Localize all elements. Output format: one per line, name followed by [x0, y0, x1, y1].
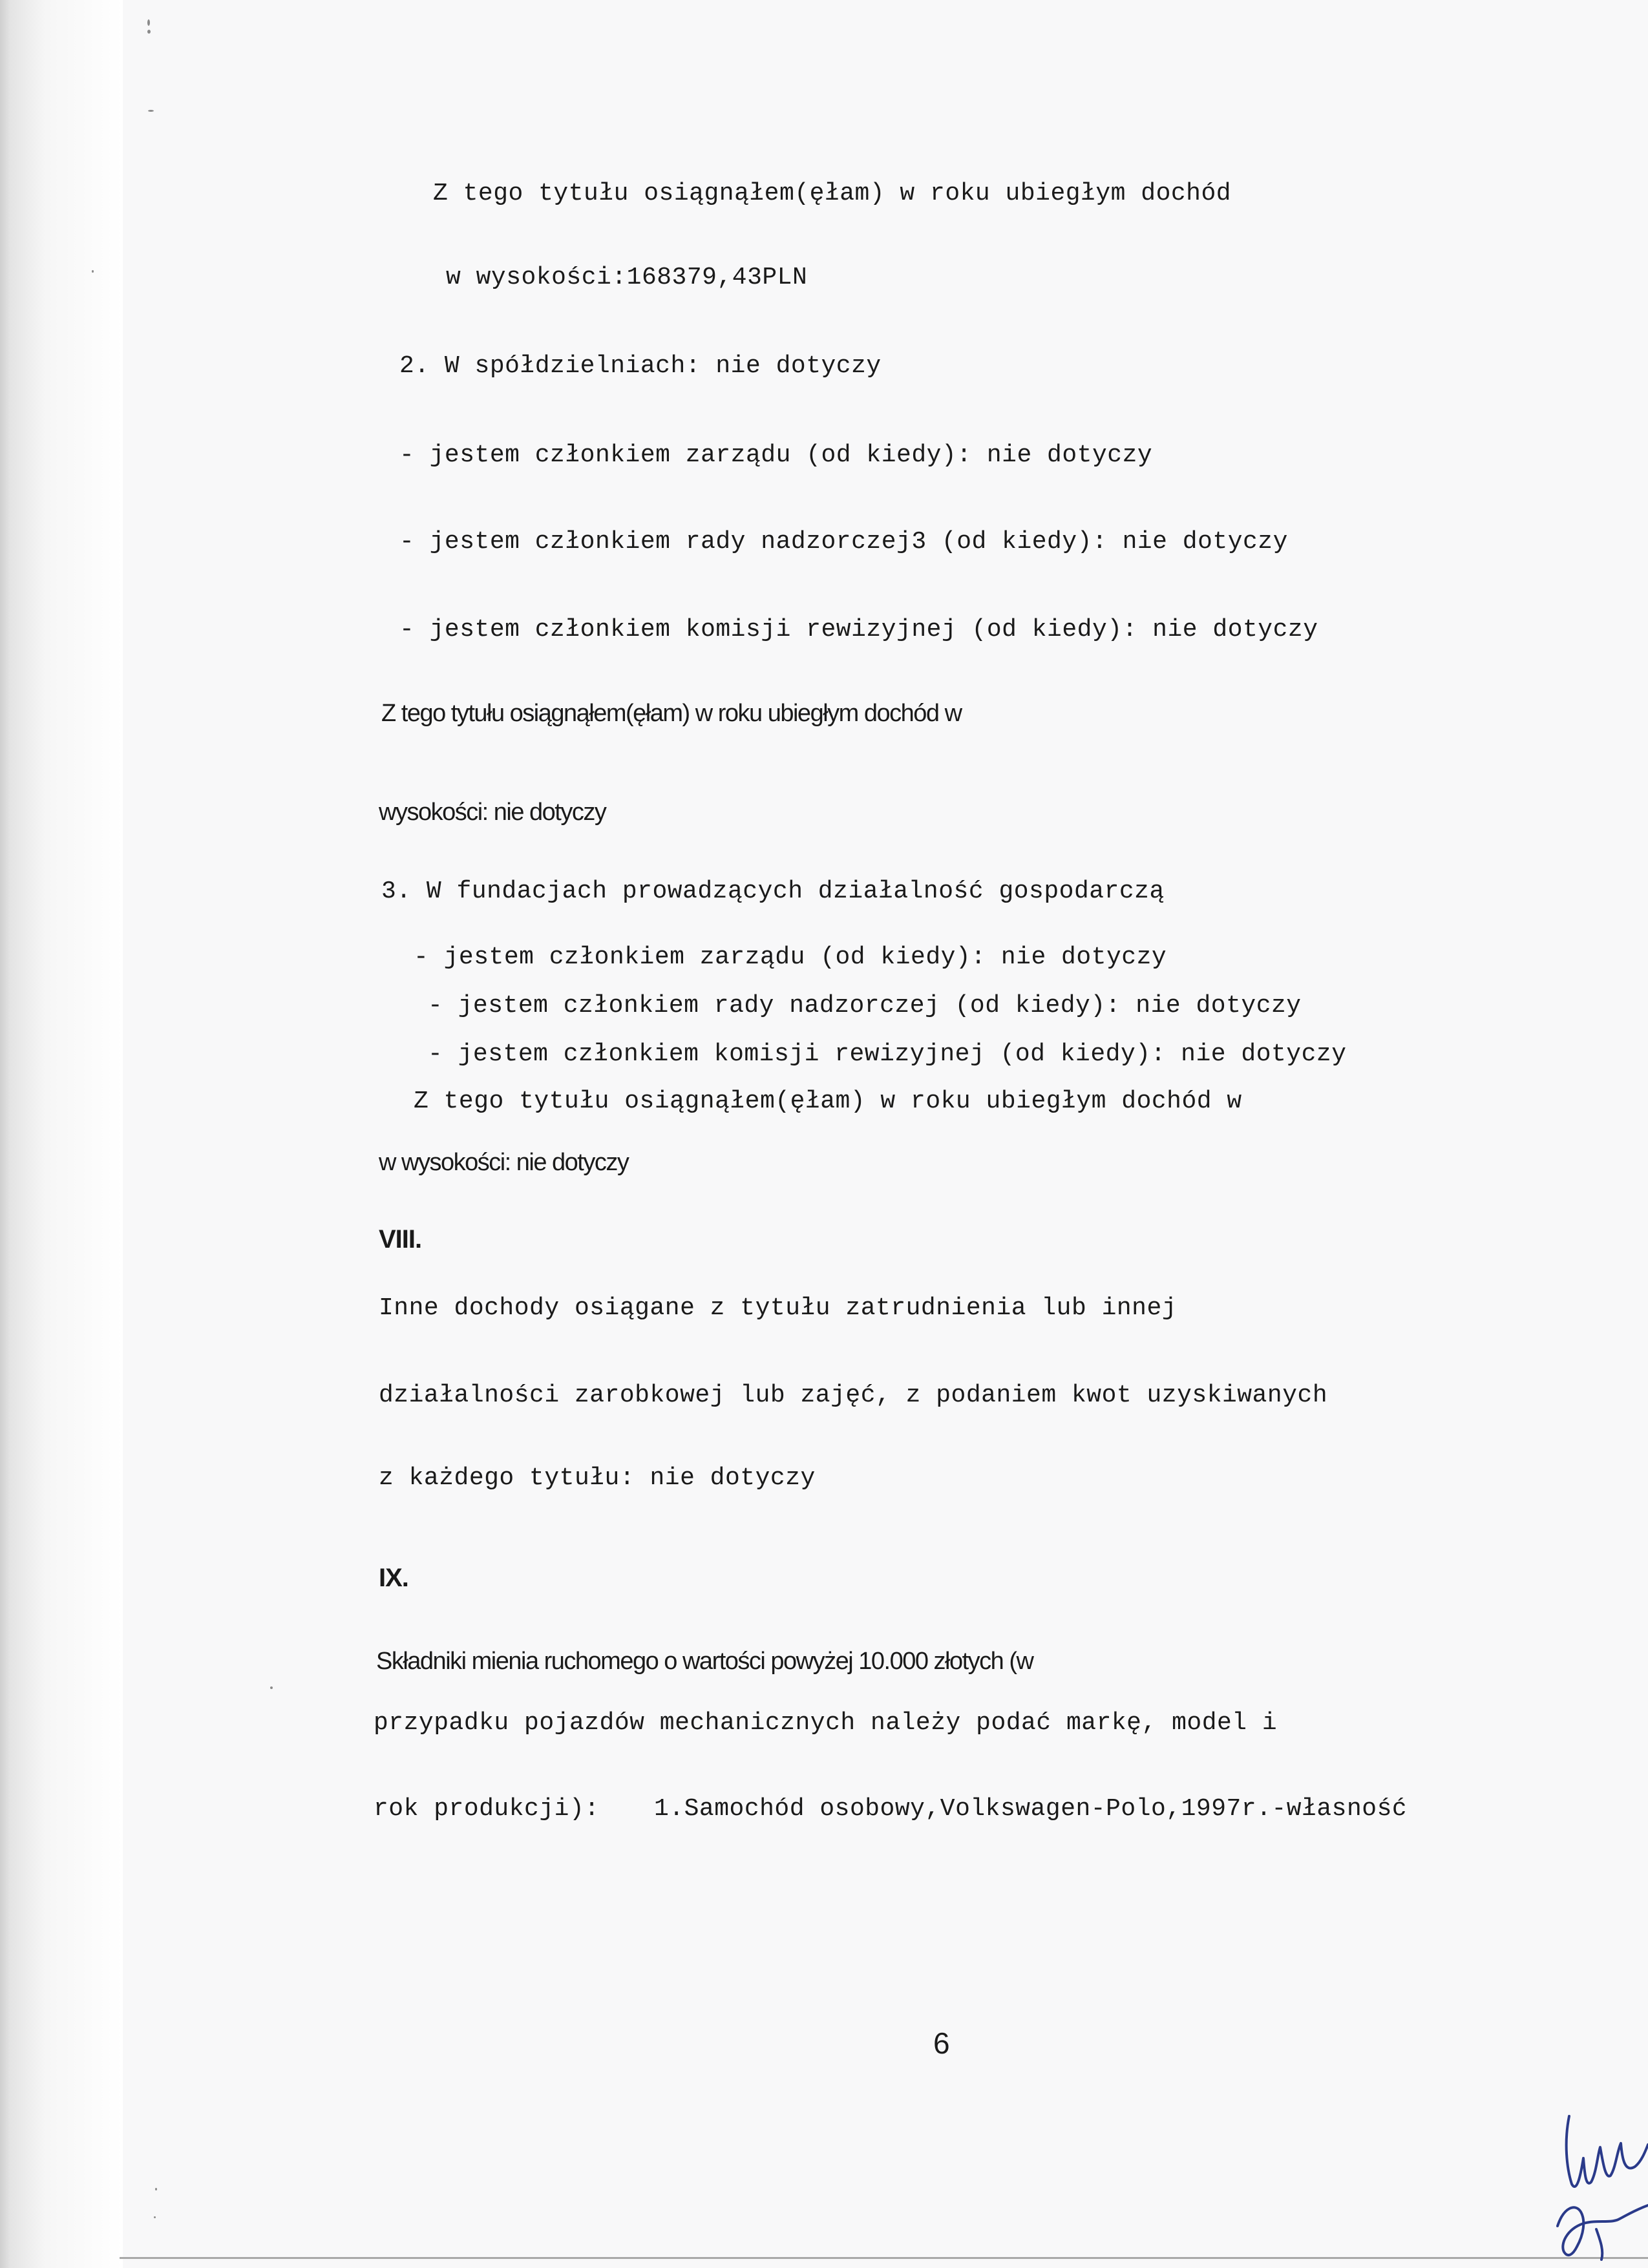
scan-speck	[148, 110, 154, 112]
income-amount: wysokości: nie dotyczy	[379, 799, 606, 826]
section-heading: 3. W fundacjach prowadzących działalność gospodarczą	[381, 877, 1165, 905]
section-number: IX.	[379, 1564, 408, 1592]
section-heading: 2. W spółdzielniach: nie dotyczy	[399, 352, 882, 380]
section-number: VIII.	[379, 1225, 422, 1254]
scan-speck	[154, 2216, 156, 2218]
list-item: - jestem członkiem komisji rewizyjnej (od kiedy): nie dotyczy	[399, 616, 1318, 644]
signature-mark	[1538, 2097, 1648, 2262]
list-item: - jestem członkiem zarządu (od kiedy): nie dotyczy	[399, 441, 1153, 469]
scan-speck	[270, 1686, 273, 1689]
paragraph-line: przypadku pojazdów mechanicznych należy podać markę, model i	[374, 1709, 1278, 1737]
list-item: - jestem członkiem rady nadzorczej (od kiedy): nie dotyczy	[428, 992, 1302, 1020]
paragraph-line: działalności zarobkowej lub zajęć, z podaniem kwot uzyskiwanych	[379, 1381, 1328, 1409]
scan-speck	[147, 19, 150, 26]
scan-speck	[92, 270, 94, 273]
page-number: 6	[933, 2026, 950, 2060]
scan-speck	[155, 2188, 157, 2190]
paragraph-line: z każdego tytułu: nie dotyczy	[379, 1464, 816, 1492]
scan-speck	[147, 30, 151, 34]
scan-bottom-edge	[120, 2257, 1648, 2259]
list-item: - jestem członkiem rady nadzorczej3 (od kiedy): nie dotyczy	[399, 528, 1288, 556]
list-item: - jestem członkiem komisji rewizyjnej (od kiedy): nie dotyczy	[428, 1040, 1347, 1068]
income-line: Z tego tytułu osiągnąłem(ęłam) w roku ubiegłym dochód w	[381, 700, 962, 727]
paragraph-line: Inne dochody osiągane z tytułu zatrudnienia lub innej	[379, 1294, 1178, 1322]
income-line: Z tego tytułu osiągnąłem(ęłam) w roku ubiegłym dochód w	[414, 1087, 1242, 1115]
paragraph-line: Składniki mienia ruchomego o wartości powyżej 10.000 złotych (w	[376, 1648, 1033, 1675]
vehicle-item: 1.Samochód osobowy,Volkswagen-Polo,1997r.-własność	[654, 1795, 1408, 1823]
paragraph-line: rok produkcji):	[374, 1795, 600, 1823]
income-line: Z tego tytułu osiągnąłem(ęłam) w roku ubiegłym dochód	[433, 180, 1232, 207]
list-item: - jestem członkiem zarządu (od kiedy): nie dotyczy	[414, 943, 1167, 971]
income-amount: w wysokości:168379,43PLN	[446, 264, 808, 291]
income-amount: w wysokości: nie dotyczy	[379, 1149, 629, 1176]
scan-shadow-edge	[0, 0, 123, 2268]
document-page	[123, 0, 1648, 2268]
